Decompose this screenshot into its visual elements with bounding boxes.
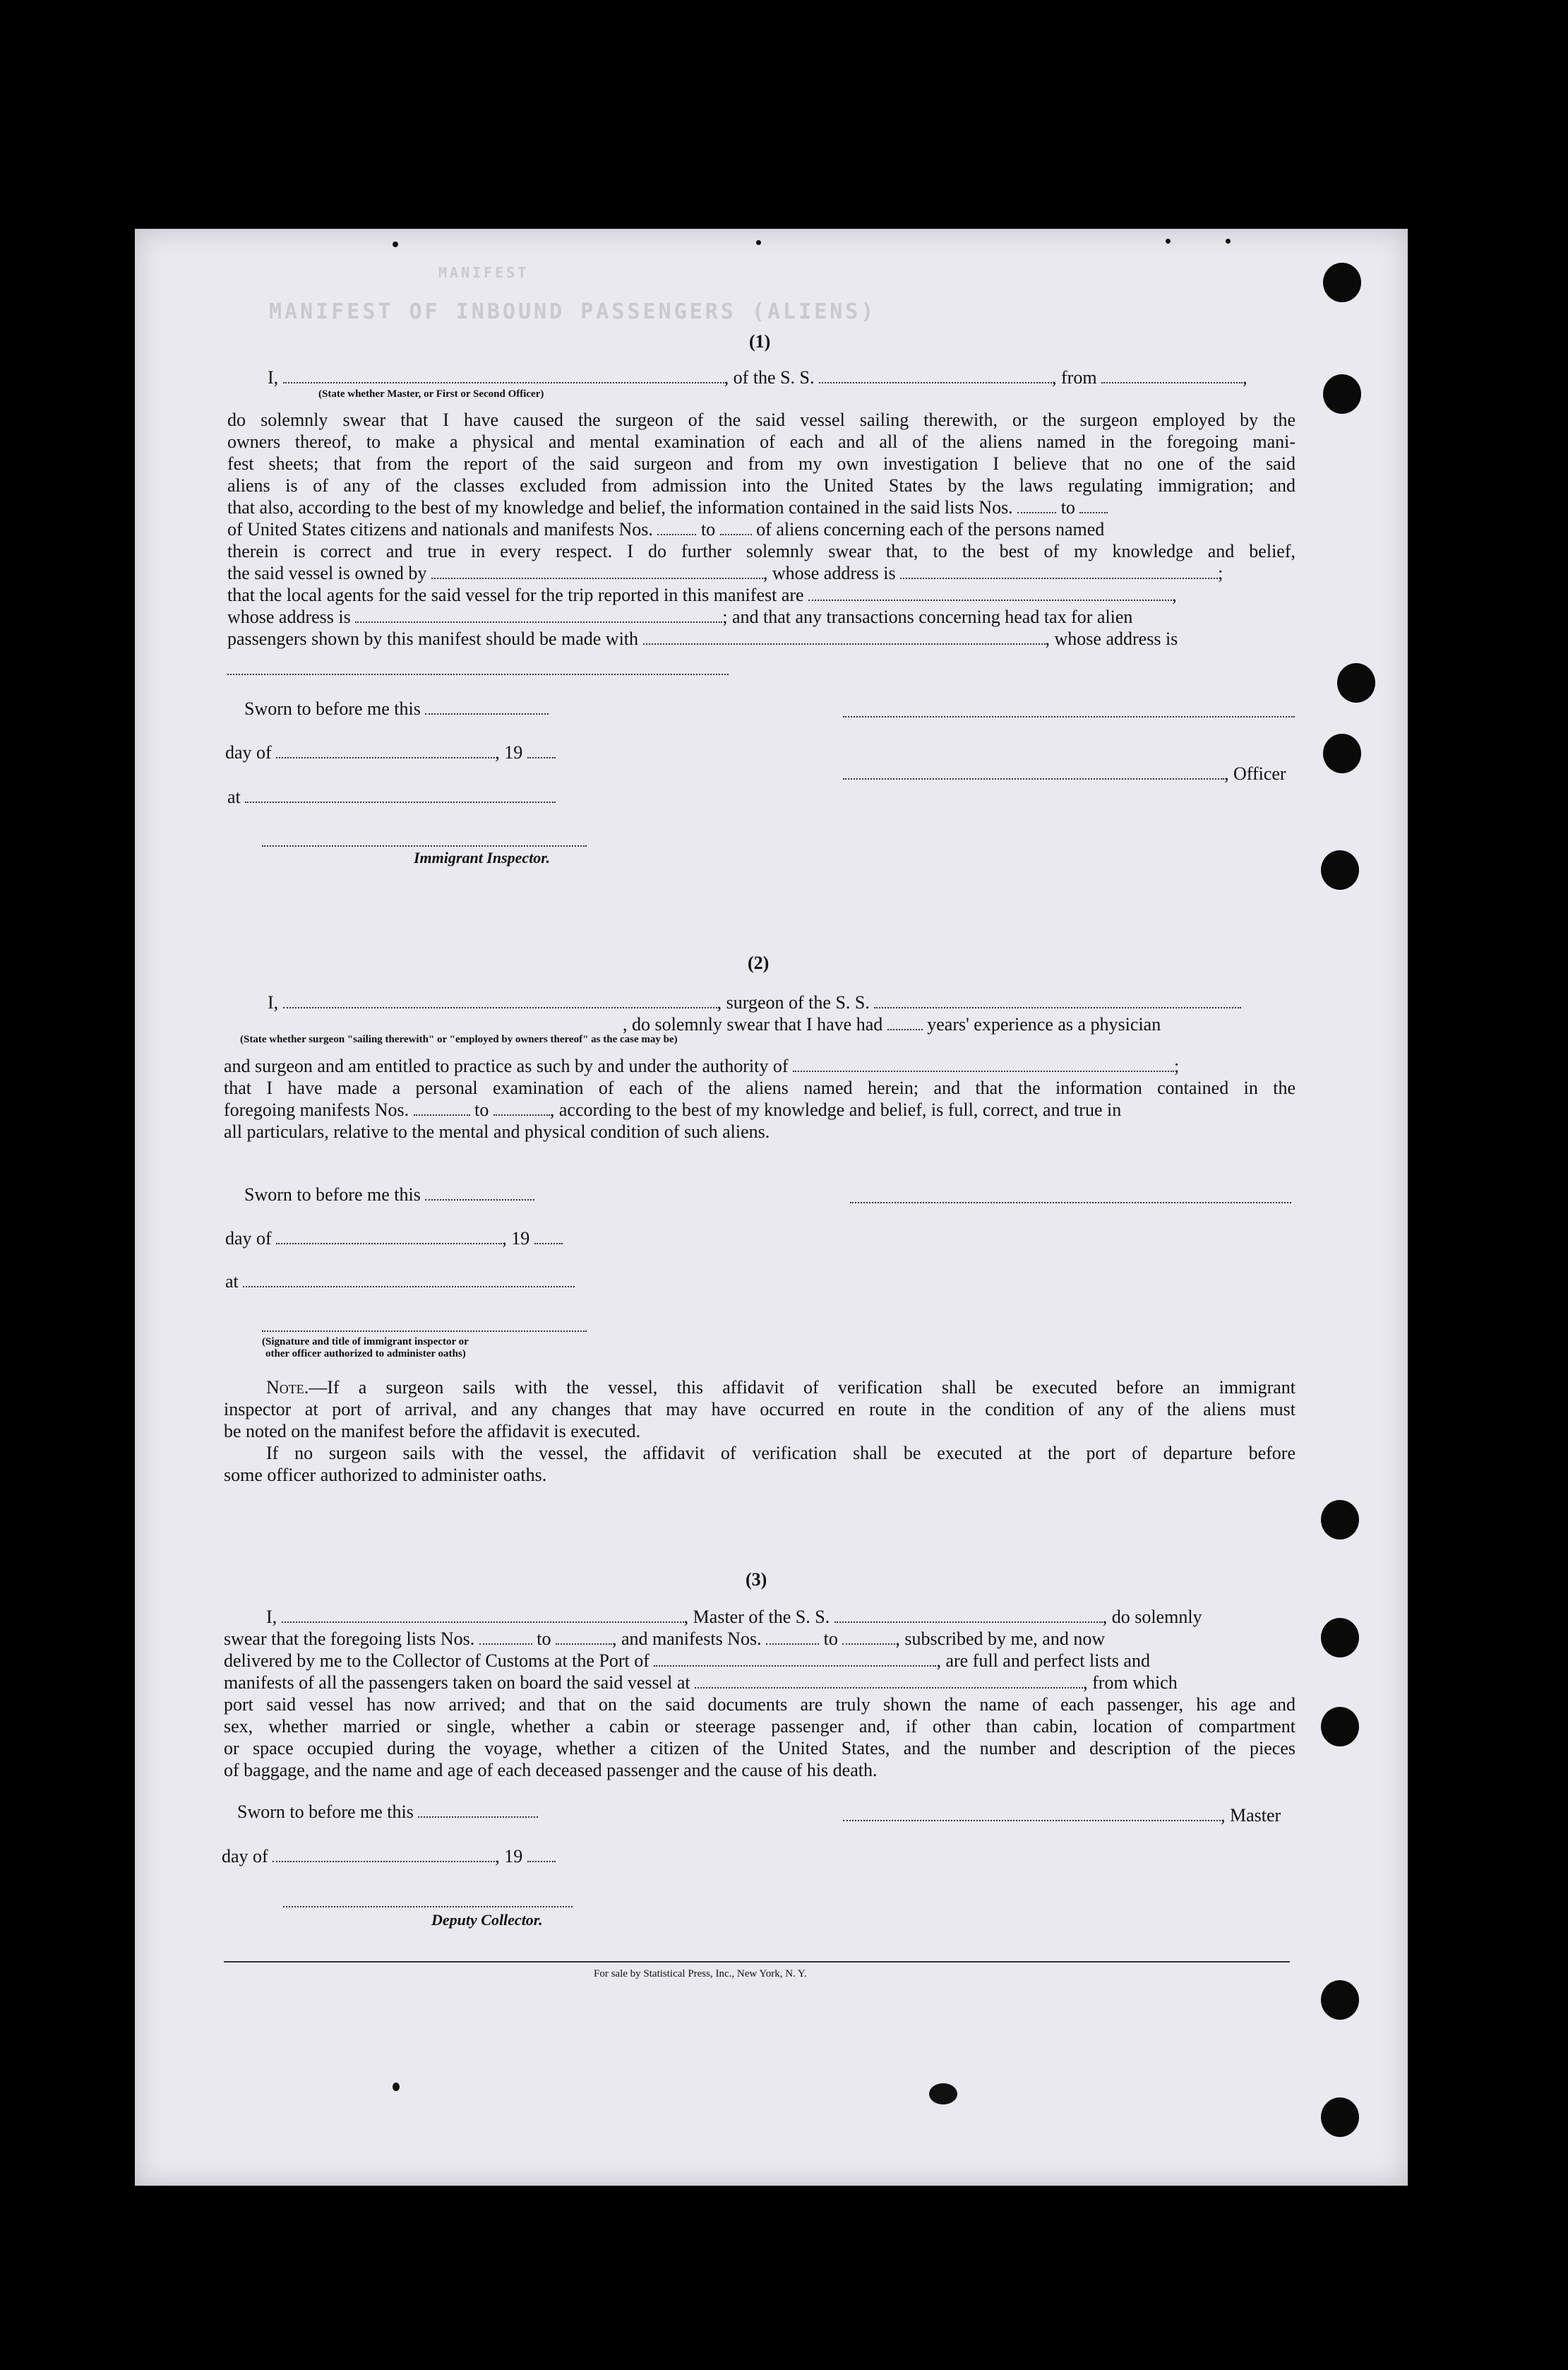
year-field[interactable] (534, 1230, 563, 1244)
text: Sworn to before me this (244, 698, 421, 719)
officer-name-field[interactable] (283, 369, 724, 383)
section-1-para-line (227, 519, 1104, 540)
year-field[interactable] (527, 1848, 556, 1862)
footer-rule (224, 1961, 1290, 1963)
sworn-date-field[interactable] (425, 1186, 534, 1201)
bleed-through-text: MANIFEST (438, 264, 529, 281)
at-place-field[interactable] (245, 789, 556, 803)
signature-caption: (Signature and title of immigrant inspector or (262, 1336, 469, 1347)
text: , Officer (1224, 763, 1286, 784)
text: years' experience as a physician (927, 1014, 1161, 1035)
at-line (227, 787, 556, 808)
surgeon-signature-line[interactable] (850, 1201, 1291, 1203)
text: at (227, 787, 241, 807)
signature-caption: other officer authorized to administer oaths) (265, 1348, 466, 1359)
note-line (266, 1377, 1295, 1398)
text: , according to the best of my knowledge and belief, is full, correct, and true in (549, 1100, 1122, 1120)
form-sheet (135, 229, 1408, 2186)
ink-speck (393, 242, 398, 247)
text: to (474, 1100, 489, 1120)
officer-signature-field[interactable] (843, 766, 1224, 780)
text: —If a surgeon sails with the vessel, this affidavit of verification shall be executed before an immigrant (309, 1377, 1295, 1398)
day-line (225, 742, 556, 763)
at-place-field[interactable] (243, 1273, 575, 1287)
head-tax-address-field[interactable] (227, 672, 729, 675)
text: , and manifests Nos. (612, 1628, 762, 1649)
deputy-collector-label: Deputy Collector. (431, 1911, 543, 1929)
inspector-signature-line[interactable] (262, 1329, 587, 1332)
sworn-line (244, 698, 549, 720)
inspector-signature-line[interactable] (262, 844, 587, 847)
surgeon-name-field[interactable] (283, 994, 717, 1008)
at-line (225, 1271, 575, 1292)
text: , (1172, 585, 1177, 605)
day-line (222, 1846, 556, 1867)
section-3-oath-line (266, 1607, 1202, 1628)
section-1-para-line: therein is correct and true in every respect. I do further solemnly swear that, to the best of my knowledge and belief, (227, 541, 1295, 561)
note-line: some officer authorized to administer oaths. (224, 1465, 547, 1485)
text: , of the S. S. (724, 367, 815, 388)
punch-hole (1321, 1980, 1359, 2020)
section-1-para-line: fest sheets; that from the report of the said surgeon and from my own investigation I believe that no one of the said (227, 453, 1295, 474)
section-3-para-line (224, 1628, 1105, 1650)
authority-field[interactable] (793, 1058, 1174, 1072)
text: at (225, 1271, 239, 1292)
section-2-para-line (224, 1100, 1121, 1121)
ink-speck (1226, 239, 1231, 244)
section-3-para-line: or space occupied during the voyage, whether a citizen of the United States, and the number and description of the pieces (224, 1738, 1295, 1758)
section-1-para-line (227, 607, 1132, 628)
day-field[interactable] (276, 744, 495, 758)
section-2-para-line: that I have made a personal examination of each of the aliens named herein; and that the information contained in the (224, 1078, 1295, 1098)
section-1-para-line: do solemnly swear that I have caused the surgeon of the said vessel sailing therewith, or the surgeon employed by the (227, 410, 1295, 430)
manifests-to-field[interactable] (493, 1102, 550, 1116)
departure-port-field[interactable] (1101, 369, 1243, 383)
section-3-number: (3) (746, 1569, 767, 1590)
section-1-caption: (State whether Master, or First or Second Officer) (318, 388, 544, 400)
section-3-para-line: of baggage, and the name and age of each deceased passenger and the cause of his death. (224, 1760, 878, 1780)
sworn-date-field[interactable] (418, 1804, 538, 1818)
ink-speck (756, 240, 761, 245)
ink-blot (929, 2083, 957, 2104)
section-1-para-line: aliens is of any of the classes excluded from admission into the United States by the laws regulating immigration; and (227, 475, 1295, 496)
text: ; (1218, 563, 1223, 583)
local-agents-field[interactable] (808, 587, 1172, 601)
note-label: Note. (266, 1377, 309, 1398)
text: to (700, 519, 716, 540)
text: day of (222, 1846, 268, 1866)
section-1-para-line (227, 585, 1177, 606)
section-1-para-line (227, 497, 1108, 518)
manifests-to-field[interactable] (842, 1631, 895, 1645)
text: , whose address is (1045, 629, 1178, 649)
years-experience-field[interactable] (887, 1016, 923, 1030)
ink-speck (393, 2083, 400, 2091)
text: , do solemnly (1102, 1607, 1202, 1627)
section-3-para-line: port said vessel has now arrived; and that on the said documents are truly shown the name of each passenger, his age and (224, 1694, 1295, 1715)
section-1-para-line (227, 563, 1223, 584)
text: that the local agents for the said vessel for the trip reported in this manifest are (227, 585, 804, 605)
text: and surgeon and am entitled to practice as such by and under the authority of (224, 1056, 789, 1076)
text: , 19 (495, 742, 523, 763)
text: of United States citizens and nationals and manifests Nos. (227, 519, 653, 540)
master-line (843, 1805, 1281, 1826)
section-3-para-line: sex, whether married or single, whether a cabin or steerage passenger and, if other than cabin, location of compartment (224, 1716, 1295, 1737)
text: swear that the foregoing lists Nos. (224, 1628, 475, 1649)
text: whose address is (227, 607, 351, 627)
officer-line (843, 763, 1286, 785)
owner-address-field[interactable] (900, 565, 1218, 579)
ink-speck (1166, 239, 1171, 244)
manifests-from-field[interactable] (414, 1102, 470, 1116)
lists-to-field[interactable] (556, 1631, 612, 1645)
text: the said vessel is owned by (227, 563, 427, 583)
text: Sworn to before me this (244, 1184, 421, 1205)
text: , do solemnly swear that I have had (623, 1014, 883, 1035)
text: , 19 (502, 1228, 530, 1249)
section-2-oath-line (268, 992, 1241, 1013)
text: ; (1174, 1056, 1180, 1076)
punch-hole (1321, 1707, 1359, 1746)
text: to (1060, 497, 1075, 518)
text: manifests of all the passengers taken on board the said vessel at (224, 1672, 690, 1693)
text: day of (225, 1228, 272, 1249)
master-vessel-field[interactable] (834, 1609, 1103, 1623)
lists-from-field[interactable] (1017, 499, 1056, 513)
sworn-date-field[interactable] (425, 701, 549, 715)
section-2-caption: (State whether surgeon "sailing therewith" or "employed by owners thereof" as the case may be) (240, 1034, 678, 1045)
section-2-oath-line (623, 1014, 1161, 1035)
head-tax-party-field[interactable] (643, 631, 1046, 645)
manifests-from-field[interactable] (766, 1631, 819, 1645)
text: , from (1052, 367, 1097, 388)
vessel-owner-field[interactable] (431, 565, 763, 579)
section-3-para-line (224, 1650, 1150, 1672)
text: , Master (1221, 1805, 1281, 1826)
day-field[interactable] (273, 1848, 495, 1862)
text: of aliens concerning each of the persons named (756, 519, 1105, 540)
section-2-number: (2) (748, 953, 770, 973)
note-line: be noted on the manifest before the affidavit is executed. (224, 1421, 641, 1441)
text: to (823, 1628, 838, 1649)
text: , 19 (495, 1846, 523, 1866)
text: , from which (1083, 1672, 1178, 1693)
text: I, (268, 992, 279, 1013)
officer-signature-line-top[interactable] (843, 715, 1295, 717)
section-1-para-line (227, 629, 1178, 650)
boarding-port-field[interactable] (695, 1674, 1083, 1689)
agents-address-field[interactable] (355, 609, 722, 623)
master-signature-field[interactable] (843, 1807, 1221, 1821)
lists-to-field[interactable] (1079, 499, 1108, 513)
section-2-para-line (224, 1056, 1179, 1077)
section-1-para-line: owners thereof, to make a physical and mental examination of each and all of the aliens named in the foregoing mani- (227, 431, 1295, 452)
text: , (1243, 367, 1247, 388)
punch-hole (1321, 1500, 1359, 1540)
port-field[interactable] (654, 1653, 936, 1667)
section-1-oath-line (268, 367, 1429, 388)
section-1-number: (1) (749, 331, 771, 352)
year-field[interactable] (527, 744, 556, 758)
text: , subscribed by me, and now (895, 1628, 1106, 1649)
bleed-through-text: MANIFEST OF INBOUND PASSENGERS (ALIENS) (269, 299, 877, 324)
punch-hole (1321, 2097, 1359, 2137)
day-line (225, 1228, 563, 1249)
manifests-from-field[interactable] (657, 521, 696, 535)
sworn-line (244, 1184, 534, 1205)
day-field[interactable] (276, 1230, 502, 1244)
text: delivered by me to the Collector of Customs at the Port of (224, 1650, 650, 1671)
text: , whose address is (762, 563, 896, 583)
punch-hole (1321, 850, 1359, 890)
master-name-field[interactable] (282, 1609, 684, 1623)
section-2-para-line: all particulars, relative to the mental and physical condition of such aliens. (224, 1121, 770, 1142)
text: passengers shown by this manifest should be made with (227, 629, 639, 649)
text: foregoing manifests Nos. (224, 1100, 409, 1120)
section-3-para-line (224, 1672, 1178, 1693)
punch-hole (1323, 734, 1361, 773)
note-line: If no surgeon sails with the vessel, the affidavit of verification shall be executed at the port of departure before (266, 1443, 1295, 1463)
surgeon-vessel-field[interactable] (874, 994, 1241, 1008)
manifests-to-field[interactable] (720, 521, 752, 535)
immigrant-inspector-label: Immigrant Inspector. (414, 849, 551, 867)
text: , surgeon of the S. S. (717, 992, 870, 1013)
text: that also, according to the best of my knowledge and belief, the information contained in the said lists Nos. (227, 497, 1013, 518)
collector-signature-line[interactable] (283, 1905, 573, 1907)
text: Sworn to before me this (237, 1802, 414, 1822)
footer-imprint: For sale by Statistical Press, Inc., New York, N. Y. (594, 1968, 807, 1979)
text: I, (266, 1607, 277, 1627)
lists-from-field[interactable] (479, 1631, 532, 1645)
text: , are full and perfect lists and (936, 1650, 1150, 1671)
text: ; and that any transactions concerning head tax for alien (722, 607, 1133, 627)
text: I, (268, 367, 279, 388)
text: , Master of the S. S. (683, 1607, 830, 1627)
sworn-line (237, 1802, 538, 1823)
punch-hole (1337, 663, 1375, 703)
note-line: inspector at port of arrival, and any changes that may have occurred en route in the condition of any of the aliens must (224, 1399, 1295, 1419)
text: to (537, 1628, 551, 1649)
punch-hole (1321, 1618, 1359, 1657)
vessel-name-field[interactable] (819, 369, 1052, 383)
text: day of (225, 742, 272, 763)
punch-hole (1323, 263, 1361, 302)
